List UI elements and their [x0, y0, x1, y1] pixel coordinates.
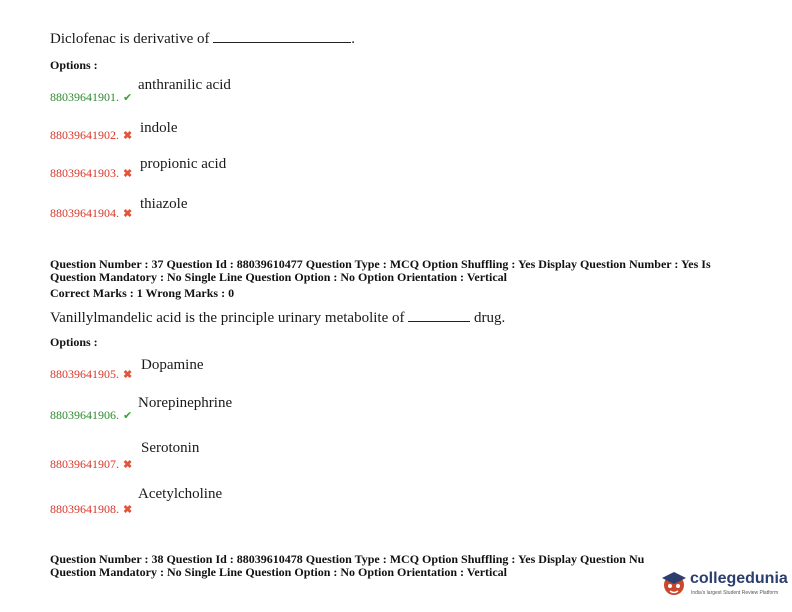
check-icon: ✔ [123, 410, 133, 422]
question-text-body: Vanillylmandelic acid is the principle urinary metabolite of [50, 310, 405, 326]
answer-blank [408, 309, 470, 322]
answer-blank [213, 30, 351, 43]
question-meta-line: Question Number : 37 Question Id : 88039610477 Question Type : MCQ Option Shuffling : Yes Display Question Number : Yes Is [50, 257, 711, 271]
option-id: 88039641904. [50, 206, 119, 220]
option-row [50, 126, 132, 144]
cross-icon: ✖ [123, 208, 133, 220]
option-text: propionic acid [140, 156, 227, 172]
option-text: thiazole [140, 196, 188, 212]
option-text: anthranilic acid [138, 77, 231, 93]
option-id: 88039641907. [50, 457, 119, 471]
option-id: 88039641908. [50, 502, 119, 516]
option-row [50, 406, 132, 424]
option-id: 88039641906. [50, 408, 119, 422]
option-id: 88039641905. [50, 367, 119, 381]
logo-name: collegedunia [690, 570, 788, 587]
option-text: Serotonin [141, 440, 200, 456]
cross-icon: ✖ [123, 504, 133, 516]
question-text-body: Diclofenac is derivative of [50, 31, 210, 47]
options-label: Options : [50, 335, 98, 349]
question-meta-line: Question Mandatory : No Single Line Question Option : No Option Orientation : Vertical [50, 270, 508, 284]
logo-tagline: India's largest Student Review Platform [691, 590, 779, 596]
option-text: Acetylcholine [138, 486, 223, 502]
question-text [50, 309, 505, 327]
option-row [50, 500, 132, 518]
options-label: Options : [50, 58, 98, 72]
collegedunia-logo [660, 568, 788, 602]
question-trail: drug. [473, 310, 506, 326]
marks-line: Correct Marks : 1 Wrong Marks : 0 [50, 286, 235, 300]
option-id: 88039641902. [50, 128, 119, 142]
option-row [50, 455, 132, 473]
option-row [50, 204, 132, 222]
option-text: Norepinephrine [138, 395, 233, 411]
option-row [50, 365, 132, 383]
question-trail: . [351, 31, 356, 47]
cross-icon: ✖ [123, 168, 133, 180]
option-text: indole [140, 120, 178, 136]
option-row [50, 88, 132, 106]
question-meta-line: Question Number : 38 Question Id : 88039610478 Question Type : MCQ Option Shuffling : Yes Display Question Nu [50, 552, 645, 566]
check-icon: ✔ [123, 92, 133, 104]
question-text [50, 30, 355, 48]
graduation-cap-icon [660, 568, 688, 598]
cross-icon: ✖ [123, 459, 133, 471]
option-text: Dopamine [141, 357, 204, 373]
question-meta-line: Question Mandatory : No Single Line Question Option : No Option Orientation : Vertical [50, 565, 508, 579]
option-id: 88039641901. [50, 90, 119, 104]
option-row [50, 164, 132, 182]
question-meta [50, 553, 644, 579]
cross-icon: ✖ [123, 130, 133, 142]
option-id: 88039641903. [50, 166, 119, 180]
cross-icon: ✖ [123, 369, 133, 381]
question-meta [50, 258, 711, 300]
